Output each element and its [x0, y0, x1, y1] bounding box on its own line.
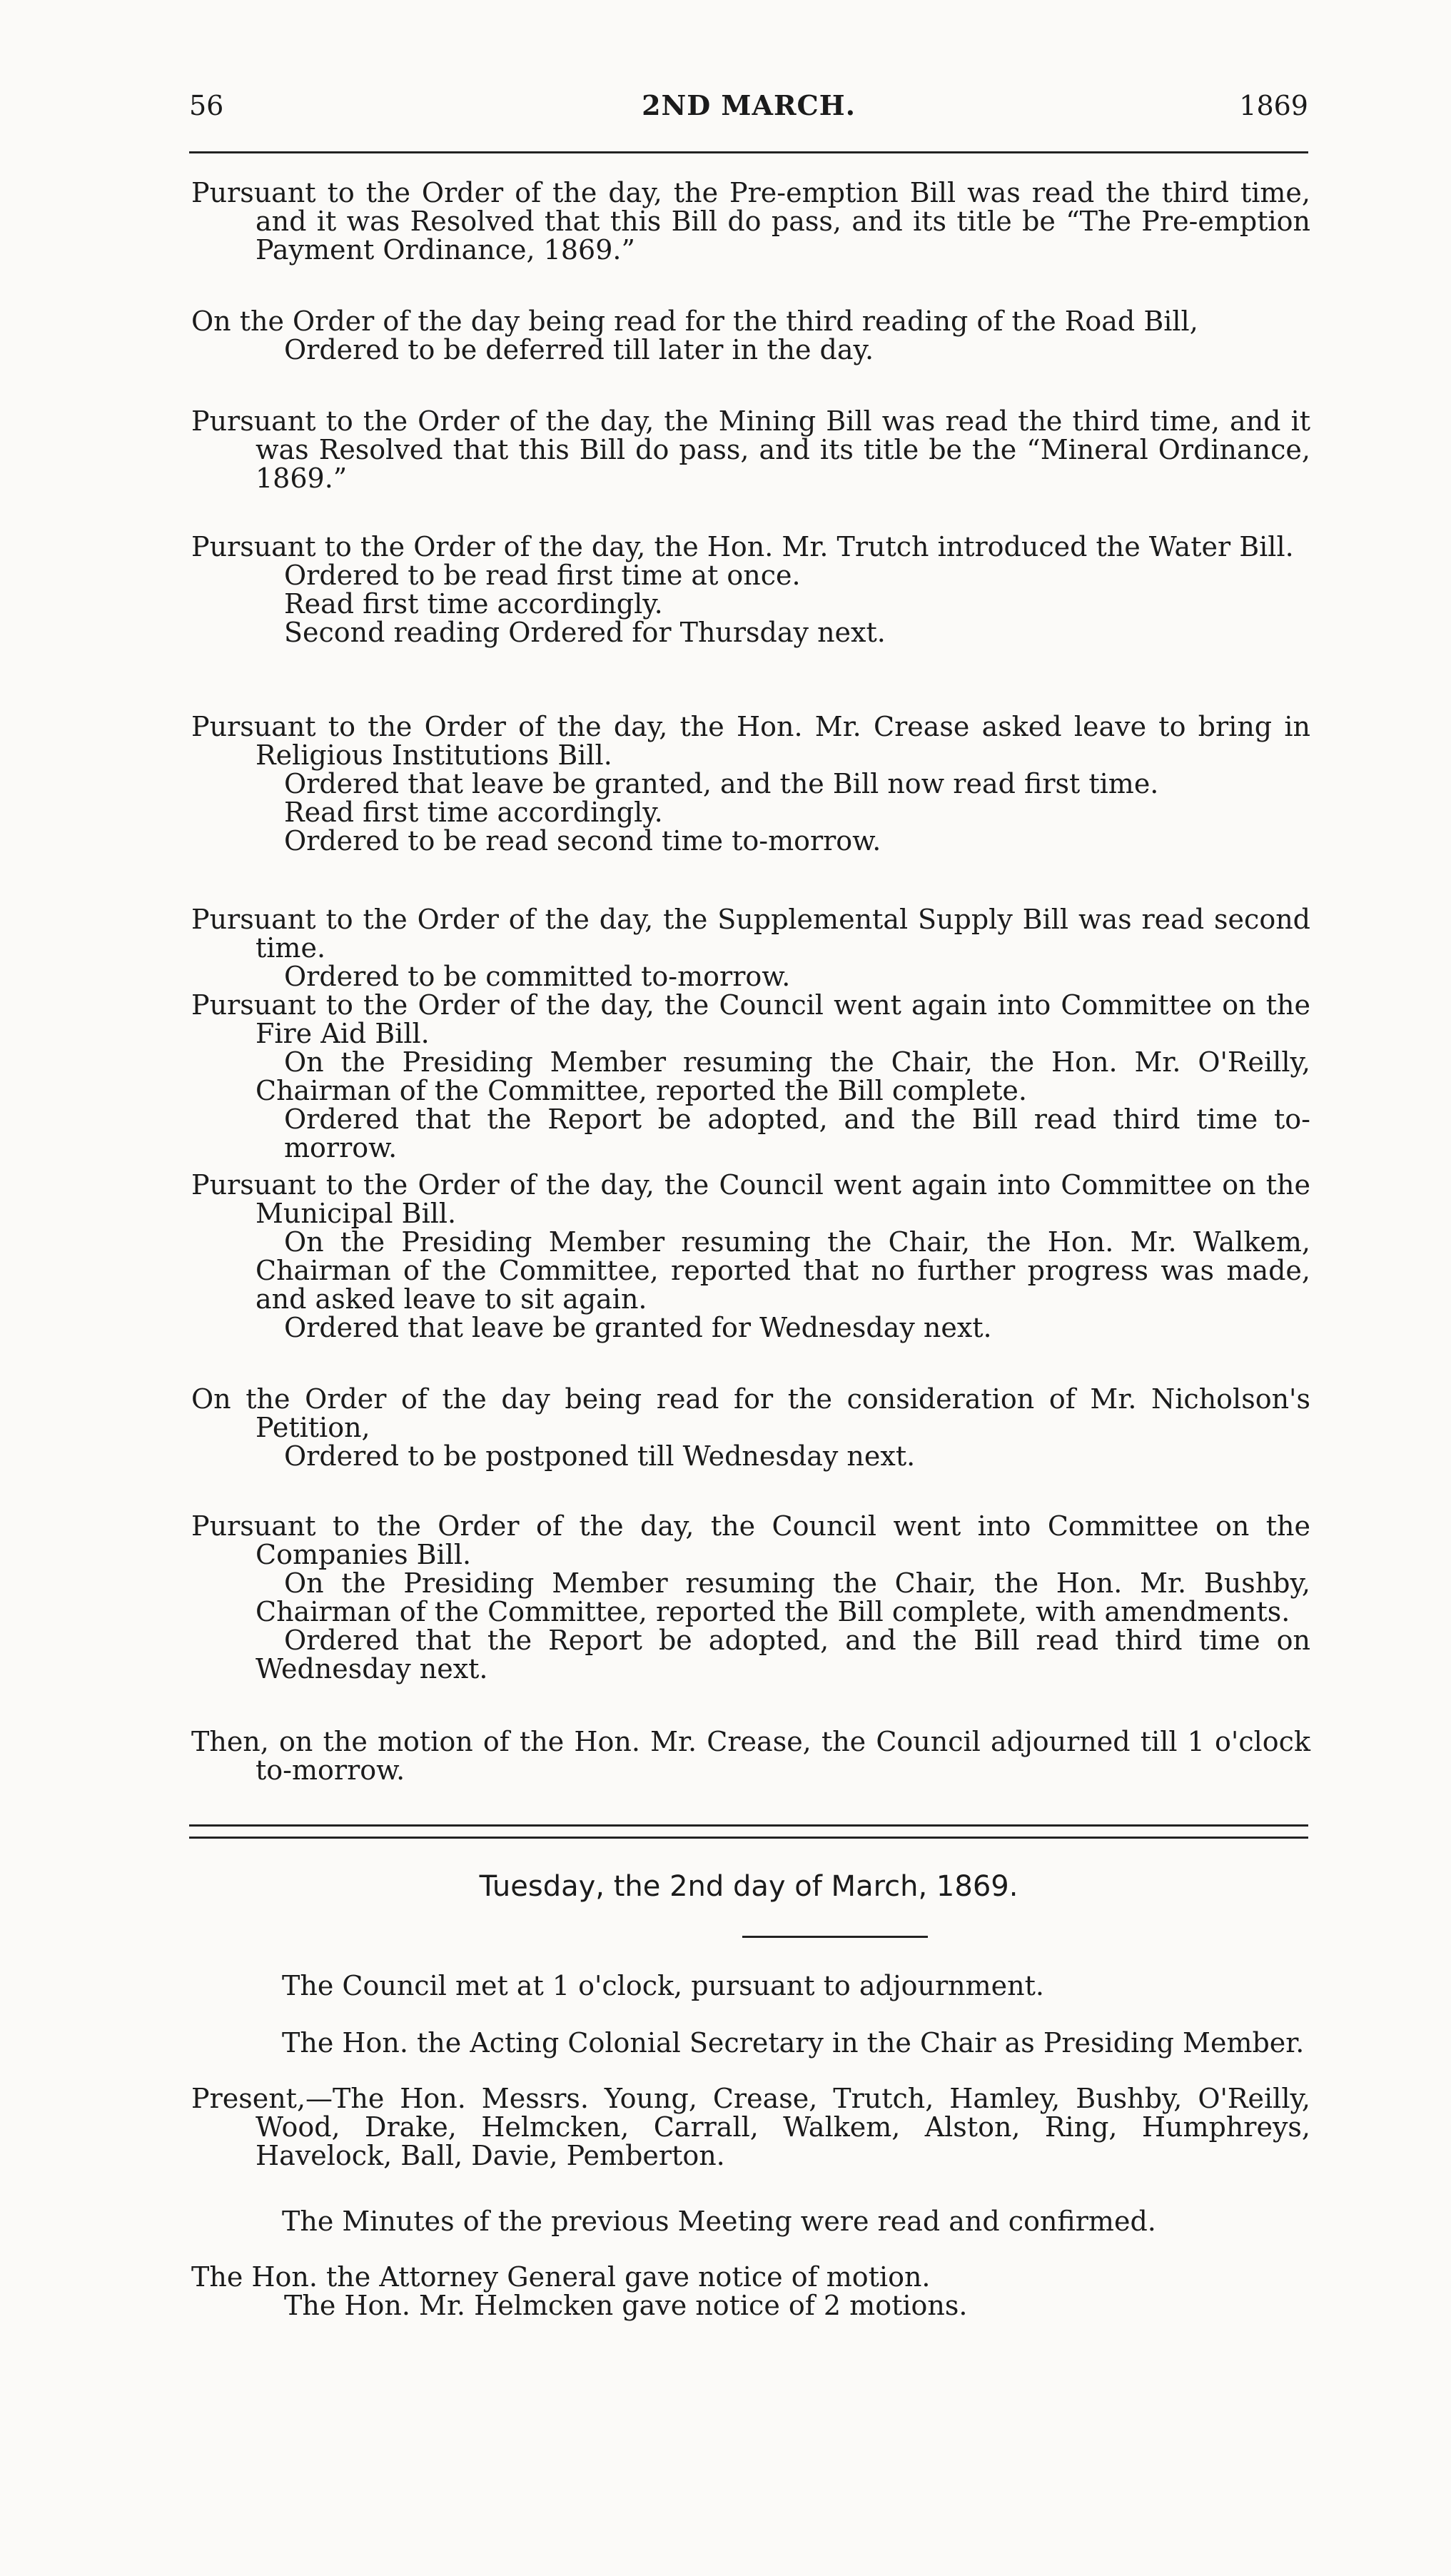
- entry-line: Ordered to be postponed till Wednesday next.: [284, 1440, 916, 1472]
- session-minutes-text: The Minutes of the previous Meeting were read and confirmed.: [282, 2206, 1156, 2237]
- entry-lead: Pursuant to the Order of the day, the Pre-emption Bill was read the third time, and it was Resolved that this Bill do pass, and its title be “The Pre-emption Payment Ordinance, 1869.”: [191, 177, 1310, 266]
- entry-line: Read first time accordingly.: [284, 797, 663, 828]
- entry-line: Ordered to be read first time at once.: [284, 560, 801, 591]
- session-heading: Tuesday, the 2nd day of March, 1869.: [479, 1870, 1018, 1903]
- minute-entry: [191, 178, 1310, 264]
- entry-lead: Pursuant to the Order of the day, the Hon. Mr. Crease asked leave to bring in Religious Institutions Bill.: [191, 711, 1310, 771]
- entry-lead: Pursuant to the Order of the day, the Hon. Mr. Trutch introduced the Water Bill.: [191, 531, 1294, 562]
- entry-line: Ordered that the Report be adopted, and the Bill read third time to-morrow.: [284, 1103, 1310, 1163]
- entry-paragraph: Ordered that the Report be adopted, and the Bill read third time on Wednesday next.: [256, 1625, 1310, 1684]
- session-chair-text: The Hon. the Acting Colonial Secretary in the Chair as Presiding Member.: [282, 2027, 1305, 2059]
- minute-entry: [191, 1385, 1310, 1470]
- minute-entry: [191, 407, 1310, 493]
- minute-entry: [191, 307, 1310, 364]
- entry-lead: Pursuant to the Order of the day, the Mining Bill was read the third time, and it was Resolved that this Bill do pass, and its title be the “Mineral Ordinance, 1869.”: [191, 405, 1310, 494]
- notice-attorney-general: The Hon. the Attorney General gave notice of motion.: [191, 2261, 931, 2293]
- minute-entry: [191, 905, 1310, 991]
- entry-paragraph: On the Presiding Member resuming the Chair, the Hon. Mr. O'Reilly, Chairman of the Committee, reported the Bill complete.: [256, 1046, 1310, 1106]
- session-minutes: [189, 2207, 1308, 2236]
- notice-helmcken: The Hon. Mr. Helmcken gave notice of 2 motions.: [284, 2290, 968, 2321]
- minute-entry: [191, 712, 1310, 855]
- page-year: 1869: [1239, 90, 1308, 121]
- entry-line: Read first time accordingly.: [284, 588, 663, 620]
- present-members: Present,—The Hon. Messrs. Young, Crease, Trutch, Hamley, Bushby, O'Reilly, Wood, Drake, Helmcken, Carrall, Walkem, Alston, Ring, Humphreys, Havelock, Ball, Davie, Pemberton.: [191, 2083, 1310, 2171]
- entry-paragraph: On the Presiding Member resuming the Chair, the Hon. Mr. Walkem, Chairman of the Committee, reported that no further progress was made, and asked leave to sit again.: [256, 1226, 1310, 1315]
- entry-paragraph: On the Presiding Member resuming the Chair, the Hon. Mr. Bushby, Chairman of the Committee, reported the Bill complete, with amendments.: [256, 1567, 1310, 1627]
- header-rule: [189, 151, 1308, 153]
- running-head: [189, 84, 1308, 127]
- entry-lead: Pursuant to the Order of the day, the Council went again into Committee on the Fire Aid Bill.: [191, 989, 1310, 1049]
- entry-lead: Pursuant to the Order of the day, the Council went again into Committee on the Municipal Bill.: [191, 1169, 1310, 1229]
- entry-lead: On the Order of the day being read for the third reading of the Road Bill,: [191, 305, 1198, 337]
- entry-lead: Pursuant to the Order of the day, the Supplemental Supply Bill was read second time.: [191, 904, 1310, 964]
- minute-entry: [191, 991, 1310, 1162]
- entry-lead: Pursuant to the Order of the day, the Council went into Committee on the Companies Bill.: [191, 1510, 1310, 1570]
- entry-line: Ordered to be read second time to-morrow.: [284, 825, 881, 857]
- session-notices: [191, 2263, 1310, 2320]
- minute-entry: [191, 1171, 1310, 1342]
- entry-lead: On the Order of the day being read for the consideration of Mr. Nicholson's Petition,: [191, 1383, 1310, 1443]
- minute-entry: [191, 532, 1310, 647]
- entry-line: Ordered to be deferred till later in the day.: [284, 334, 874, 365]
- entry-lead: Then, on the motion of the Hon. Mr. Crease, the Council adjourned till 1 o'clock to-morrow.: [191, 1726, 1310, 1786]
- session-chair: [189, 2029, 1308, 2057]
- entry-line: Ordered to be committed to-morrow.: [284, 961, 791, 992]
- session-present: [191, 2084, 1310, 2170]
- session-met: [189, 1971, 1308, 2000]
- entry-line: Ordered that leave be granted, and the Bill now read first time.: [284, 768, 1159, 799]
- minute-entry: [191, 1727, 1310, 1784]
- session-met-text: The Council met at 1 o'clock, pursuant to adjournment.: [282, 1970, 1044, 2001]
- entry-line: Ordered that leave be granted for Wednesday next.: [284, 1312, 992, 1343]
- entry-line: Second reading Ordered for Thursday next.: [284, 617, 886, 648]
- heading-rule: [742, 1936, 928, 1938]
- section-double-rule: [189, 1824, 1308, 1839]
- page-number: 56: [189, 90, 224, 121]
- page-date-heading: 2ND MARCH.: [642, 89, 856, 121]
- minute-entry: [191, 1512, 1310, 1683]
